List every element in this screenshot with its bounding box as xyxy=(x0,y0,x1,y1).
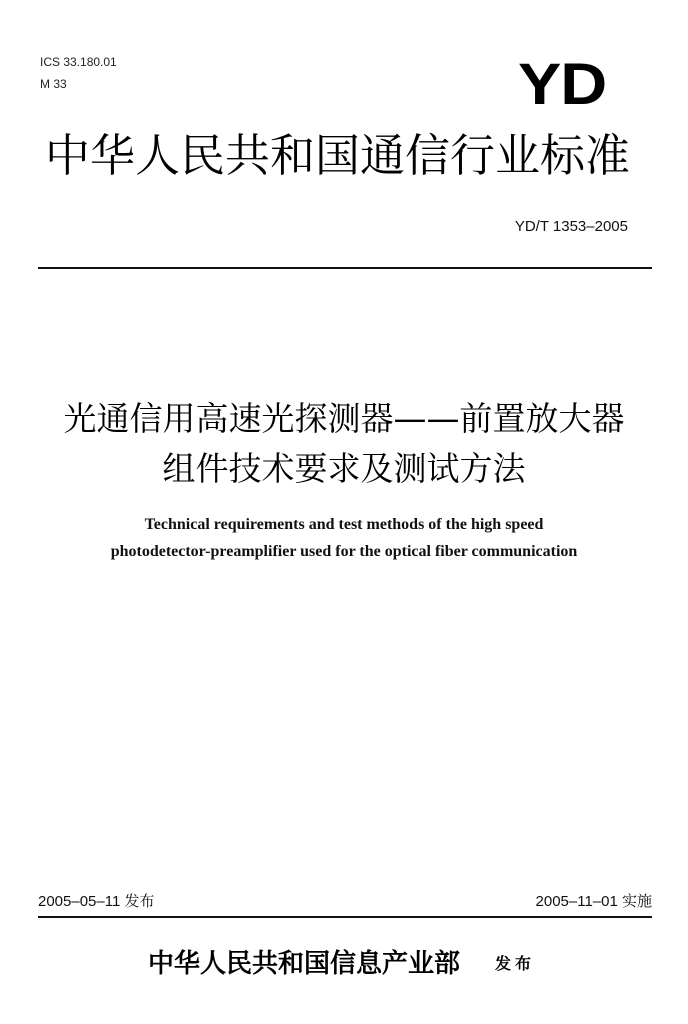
english-title-line-1: Technical requirements and test methods of the high speed xyxy=(144,516,544,533)
english-title-line-2: photodetector-preamplifier used for the optical fiber communication xyxy=(110,543,578,560)
publish-label: 发 布 xyxy=(495,956,532,973)
chinese-title-line-2: 组件技术要求及测试方法 xyxy=(162,449,526,488)
top-divider xyxy=(38,267,652,269)
implementation-date: 2005–11–01 实施 xyxy=(535,893,652,910)
publisher-name: 中华人民共和国信息产业部 xyxy=(148,949,461,978)
classification-code: M 33 xyxy=(40,77,67,91)
ics-code: ICS 33.180.01 xyxy=(40,55,117,69)
standard-number: YD/T 1353–2005 xyxy=(514,218,628,235)
standard-body-heading: 中华人民共和国通信行业标准 xyxy=(45,129,631,182)
yd-logo: YD xyxy=(518,52,607,117)
bottom-divider xyxy=(38,916,652,918)
issue-date: 2005–05–11 发布 xyxy=(38,893,155,910)
chinese-title-line-1: 光通信用高速光探测器——前置放大器 xyxy=(63,399,625,438)
